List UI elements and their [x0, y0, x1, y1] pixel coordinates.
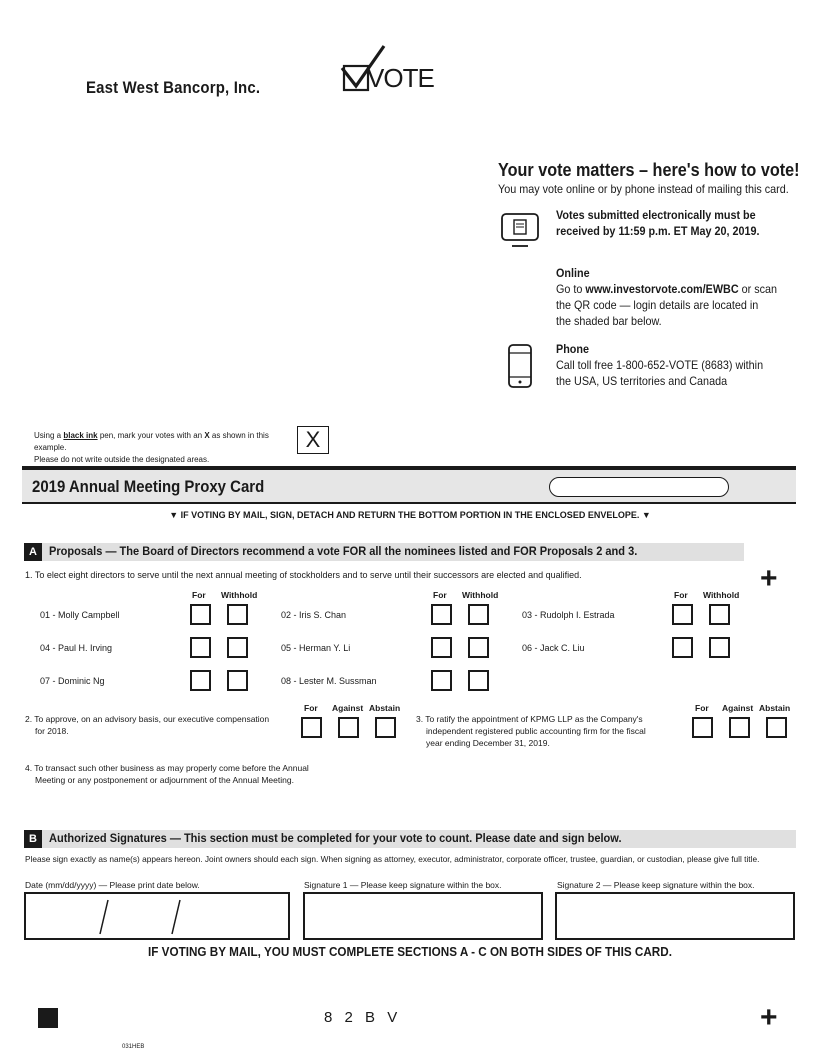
online-suffix: or scan [738, 282, 778, 296]
deadline-line1: Votes submitted electronically must be [556, 208, 756, 222]
nominee-withhold-checkbox[interactable] [227, 670, 248, 691]
col-withhold: Withhold [703, 590, 740, 600]
nominee-withhold-checkbox[interactable] [709, 604, 730, 625]
card-title-bar [22, 466, 796, 504]
nominee-for-checkbox[interactable] [190, 604, 211, 625]
nominee-for-checkbox[interactable] [190, 670, 211, 691]
signature-1-box[interactable] [303, 892, 543, 940]
phone-line2: the USA, US territories and Canada [556, 374, 728, 388]
nominee-for-checkbox[interactable] [672, 637, 693, 658]
form-id: 031HEB [122, 1044, 145, 1050]
proposal-2-for-checkbox[interactable] [301, 717, 322, 738]
proposal-3-for-checkbox[interactable] [692, 717, 713, 738]
vote-headline: Your vote matters – here's how to vote! [498, 160, 800, 180]
instr-suffix: pen, mark your votes with an [97, 431, 205, 440]
section-a-title: Proposals — The Board of Directors recommend a vote FOR all the nominees listed and FOR Proposals 2 and 3. [49, 544, 638, 558]
proposal-3-line3: year ending December 31, 2019. [426, 738, 550, 748]
card-title: 2019 Annual Meeting Proxy Card [32, 477, 265, 496]
proposal-3-text [416, 713, 646, 749]
online-line2: the QR code — login details are located in [556, 298, 759, 312]
must-complete-notice: IF VOTING BY MAIL, YOU MUST COMPLETE SECTIONS A - C ON BOTH SIDES OF THIS CARD. [148, 944, 672, 959]
nominee-name: 05 - Herman Y. Li [281, 643, 351, 653]
section-b-title: Authorized Signatures — This section must be completed for your vote to count. Please date and sign below. [49, 831, 622, 845]
nominee-for-checkbox[interactable] [190, 637, 211, 658]
deadline-line2: received by 11:59 p.m. ET May 20, 2019. [556, 224, 760, 238]
proposal-3-against-checkbox[interactable] [729, 717, 750, 738]
proposal-2-line1: 2. To approve, on an advisory basis, our executive compensation [25, 714, 270, 724]
date-input-box[interactable] [24, 892, 290, 940]
col-for: For [304, 703, 318, 713]
nominee-name: 08 - Lester M. Sussman [281, 676, 377, 686]
signature-instructions: Please sign exactly as name(s) appears hereon. Joint owners should each sign. When signing as attorney, executor, administrator, corporate officer, trustee, guardian, or custodian, please give full title. [25, 854, 760, 864]
phone-icon [507, 343, 533, 394]
date-label: Date (mm/dd/yyyy) — Please print date below. [25, 880, 200, 890]
marking-instructions [34, 430, 296, 466]
date-separators [26, 894, 288, 938]
proposal-4-text [25, 762, 309, 786]
col-abstain: Abstain [759, 703, 791, 713]
nominee-for-checkbox[interactable] [431, 670, 452, 691]
col-against: Against [332, 703, 364, 713]
proposal-4-line2: Meeting or any postponement or adjournment of the Annual Meeting. [35, 775, 294, 785]
col-for: For [695, 703, 709, 713]
company-name: East West Bancorp, Inc. [86, 78, 261, 97]
nominee-for-checkbox[interactable] [672, 604, 693, 625]
proposal-3-line2: independent registered public accounting firm for the fiscal [426, 726, 646, 736]
deadline-note [556, 207, 781, 239]
col-against: Against [722, 703, 754, 713]
nominee-name: 04 - Paul H. Irving [40, 643, 113, 653]
section-b-bar [24, 830, 796, 848]
online-block [556, 265, 781, 329]
nominee-for-checkbox[interactable] [431, 637, 452, 658]
col-withhold: Withhold [462, 590, 499, 600]
vote-logo-text: VOTE [367, 63, 434, 93]
nominee-name: 02 - Iris S. Chan [281, 610, 347, 620]
registration-square [38, 1008, 58, 1028]
nominee-name: 03 - Rudolph I. Estrada [522, 610, 615, 620]
detach-notice: ▼ IF VOTING BY MAIL, SIGN, DETACH AND RETURN THE BOTTOM PORTION IN THE ENCLOSED ENVELOPE. ▼ [169, 510, 651, 520]
nominee-withhold-checkbox[interactable] [709, 637, 730, 658]
vote-check-icon [340, 44, 434, 96]
section-b-badge: B [24, 830, 42, 848]
nominee-name: 07 - Dominic Ng [40, 676, 105, 686]
online-prefix: Go to [556, 282, 586, 296]
col-for: For [674, 590, 688, 600]
example-mark-box [297, 426, 329, 454]
instr-line2: Please do not write outside the designated areas. [34, 455, 210, 464]
nominee-withhold-checkbox[interactable] [227, 637, 248, 658]
vote-logo [340, 44, 434, 101]
registration-plus-icon: + [760, 562, 778, 595]
card-code: 8 2 B V [324, 1009, 402, 1026]
nominee-name: 06 - Jack C. Liu [522, 643, 585, 653]
section-a-badge: A [24, 543, 42, 561]
computer-icon [500, 212, 540, 253]
proposal-2-line2: for 2018. [35, 726, 69, 736]
instr-prefix: Using a [34, 431, 64, 440]
col-abstain: Abstain [369, 703, 401, 713]
phone-block [556, 341, 781, 389]
instr-x: X [204, 431, 210, 440]
proposal-2-abstain-checkbox[interactable] [375, 717, 396, 738]
proposal-2-against-checkbox[interactable] [338, 717, 359, 738]
signature-1-label: Signature 1 — Please keep signature within the box. [304, 880, 502, 890]
nominee-withhold-checkbox[interactable] [468, 670, 489, 691]
instr-ink: black ink [63, 431, 98, 440]
col-for: For [192, 590, 206, 600]
nominee-withhold-checkbox[interactable] [468, 637, 489, 658]
proposal-3-abstain-checkbox[interactable] [766, 717, 787, 738]
control-number-field [549, 477, 729, 497]
signature-2-box[interactable] [555, 892, 795, 940]
proposal-3-line1: 3. To ratify the appointment of KPMG LLP as the Company's [416, 714, 643, 724]
proposal-4-line1: 4. To transact such other business as may properly come before the Annual [25, 763, 309, 773]
phone-title: Phone [556, 342, 590, 356]
col-withhold: Withhold [221, 590, 258, 600]
nominee-name: 01 - Molly Campbell [40, 610, 120, 620]
online-title: Online [556, 266, 590, 280]
registration-plus-icon: + [760, 1001, 778, 1034]
signature-2-label: Signature 2 — Please keep signature within the box. [557, 880, 755, 890]
instr-end: as shown in this example. [34, 431, 269, 452]
nominee-withhold-checkbox[interactable] [227, 604, 248, 625]
proposal-1-text: 1. To elect eight directors to serve until the next annual meeting of stockholders and to serve until their successors are elected and qualified. [25, 570, 582, 580]
vote-subline: You may vote online or by phone instead of mailing this card. [498, 182, 789, 196]
section-a-bar [24, 543, 744, 561]
nominee-withhold-checkbox[interactable] [468, 604, 489, 625]
phone-line1: Call toll free 1-800-652-VOTE (8683) within [556, 358, 764, 372]
online-url[interactable]: www.investorvote.com/EWBC [585, 282, 739, 296]
col-for: For [433, 590, 447, 600]
proposal-2-text [25, 713, 269, 737]
nominee-for-checkbox[interactable] [431, 604, 452, 625]
online-line3: the shaded bar below. [556, 314, 662, 328]
example-mark: X [305, 427, 321, 452]
